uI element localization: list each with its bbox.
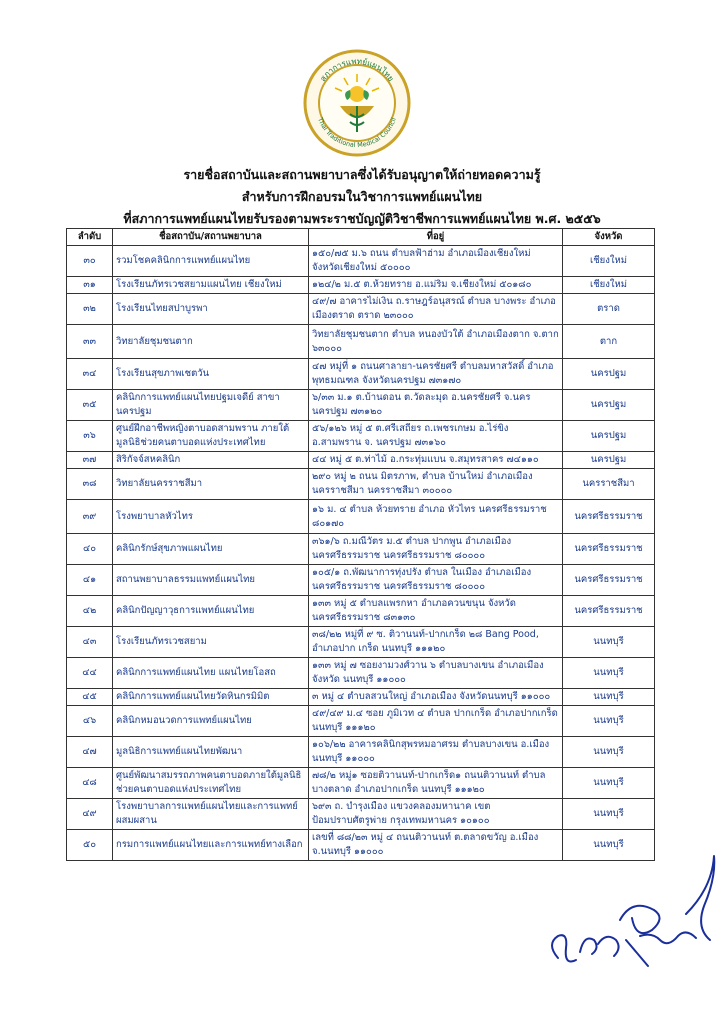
province-cell: นครปฐม: [563, 390, 655, 421]
row-number: ๓๓: [67, 325, 113, 359]
institution-address: ๑๖ ม. ๔ ตำบล ห้วยทราย อำเภอ หัวไทร นครศรีธรรมราช ๘๐๑๗๐: [309, 500, 563, 534]
institution-name: คลินิกการแพทย์แผนไทย แผนไทยโอสถ: [113, 658, 309, 689]
institution-address: ๔๙/๗ อาคารไม่เงิน ถ.ราษฎร์อนุสรณ์ ตำบล บางพระ อำเภอเมืองตราด ตราด ๒๓๐๐๐: [309, 294, 563, 325]
institution-name: โรงพยาบาลการแพทย์แผนไทยและการแพทย์ผสมผสาน: [113, 799, 309, 830]
province-cell: นนทบุรี: [563, 689, 655, 706]
province-cell: นนทบุรี: [563, 658, 655, 689]
table-row: [67, 689, 655, 706]
svg-text:Thai Traditional Medical Counc: Thai Traditional Medical Council: [316, 116, 398, 150]
province-cell: นครปฐม: [563, 359, 655, 390]
province-cell: ตาก: [563, 325, 655, 359]
province-cell: เชียงใหม่: [563, 246, 655, 277]
institution-name: คลินิกการแพทย์แผนไทยวัดหินกรมิมิต: [113, 689, 309, 706]
table-row: [67, 627, 655, 658]
institution-name: ศูนย์ฝึกอาชีพหญิงตาบอดสามพราน ภายใต้มูลนิธิช่วยคนตาบอดแห่งประเทศไทย: [113, 421, 309, 452]
institution-name: สถานพยาบาลธรรมแพทย์แผนไทย: [113, 565, 309, 596]
institution-name: คลินิกรักษ์สุขภาพแผนไทย: [113, 534, 309, 565]
header-no: ลำดับ: [67, 229, 113, 246]
table-row: [67, 359, 655, 390]
row-number: ๔๐: [67, 534, 113, 565]
province-cell: นนทบุรี: [563, 799, 655, 830]
province-cell: นนทบุรี: [563, 830, 655, 861]
institution-address: ๖/๓๓ ม.๑ ต.บ้านดอน ต.วัดละมุด อ.นครชัยศรี จ.นครนครปฐม ๗๓๑๒๐: [309, 390, 563, 421]
table-row: [67, 500, 655, 534]
table-row: [67, 768, 655, 799]
institution-name: ศูนย์พัฒนาสมรรถภาพคนตาบอดภายใต้มูลนิธิช่วยคนตาบอดแห่งประเทศไทย: [113, 768, 309, 799]
institution-name: โรงเรียนภัทรเวชสยาม: [113, 627, 309, 658]
table-row: [67, 565, 655, 596]
institution-address: ๑๐๖/๒๒ อาคารคลินิกสุพรหมอาศรม ตำบลบางเขน อ.เมือง นนทบุรี ๑๑๐๐๐: [309, 737, 563, 768]
document-title-block: [0, 164, 724, 230]
table-row: [67, 246, 655, 277]
institution-address: ๑๕๐/๗๕ ม.๖ ถนน ตำบลฟ้าฮ่าม อำเภอเมืองเชียงใหม่ จังหวัดเชียงใหม่ ๕๐๐๐๐: [309, 246, 563, 277]
row-number: ๓๖: [67, 421, 113, 452]
table-row: [67, 534, 655, 565]
row-number: ๔๔: [67, 658, 113, 689]
header-address: ที่อยู่: [309, 229, 563, 246]
institution-name: สิริกัจจ์สหคลินิก: [113, 452, 309, 469]
institution-address: ๖๙๓ ถ. บำรุงเมือง แขวงคลองมหานาค เขตป้อมปราบศัตรูพ่าย กรุงเทพมหานคร ๑๐๑๐๐: [309, 799, 563, 830]
row-number: ๓๙: [67, 500, 113, 534]
handwritten-signature-icon: [536, 848, 724, 978]
institution-address: ๓๖๑/๖ ถ.มณีวัตร ม.๕ ตำบล ปากพูน อำเภอเมืองนครศรีธรรมราช นครศรีธรรมราช ๘๐๐๐๐: [309, 534, 563, 565]
institution-address: ๑๓๓ หมู่ ๗ ซอยงามวงศ์วาน ๖ ตำบลบางเขน อำเภอเมือง จังหวัด นนทบุรี ๑๑๐๐๐: [309, 658, 563, 689]
row-number: ๓๗: [67, 452, 113, 469]
title-line-2: สำหรับการฝึกอบรมในวิชาการแพทย์แผนไทย: [241, 189, 483, 204]
institution-name: วิทยาลัยนครราชสีมา: [113, 469, 309, 500]
institution-name: โรงเรียนภัทรเวชสยามแผนไทย เชียงใหม่: [113, 277, 309, 294]
institution-name: มูลนิธิการแพทย์แผนไทยพัฒนา: [113, 737, 309, 768]
row-number: ๔๖: [67, 706, 113, 737]
row-number: ๕๐: [67, 830, 113, 861]
table-row: [67, 737, 655, 768]
row-number: ๔๘: [67, 768, 113, 799]
row-number: ๔๓: [67, 627, 113, 658]
institution-name: คลินิกการแพทย์แผนไทยปฐมเจดีย์ สาขานครปฐม: [113, 390, 309, 421]
table-row: [67, 658, 655, 689]
institution-name: โรงพยาบาลหัวไทร: [113, 500, 309, 534]
row-number: ๔๗: [67, 737, 113, 768]
province-cell: นครศรีธรรมราช: [563, 596, 655, 627]
institution-address: ๑๐๕/๑ ถ.พัฒนาการทุ่งปรัง ตำบล ในเมือง อำเภอเมืองนครศรีธรรมราช นครศรีธรรมราช ๘๐๐๐๐: [309, 565, 563, 596]
table-row: [67, 294, 655, 325]
institution-name: โรงเรียนสุขภาพเชตวัน: [113, 359, 309, 390]
row-number: ๓๕: [67, 390, 113, 421]
institution-address: ๗๘/๒ หมู่๑ ซอยติวานนท์-ปากเกร็ด๑ ถนนติวานนท์ ตำบลบางตลาด อำเภอปากเกร็ด นนทบุรี ๑๑๑๒๐: [309, 768, 563, 799]
institution-address: วิทยาลัยชุมชนตาก ตำบล หนองบัวใต้ อำเภอเมืองตาก จ.ตาก ๖๓๐๐๐: [309, 325, 563, 359]
institution-name: รวมโชคคลินิกการแพทย์แผนไทย: [113, 246, 309, 277]
institution-address: ๓ หมู่ ๔ ตำบลสวนใหญ่ อำเภอเมือง จังหวัดนนทบุรี ๑๑๐๐๐: [309, 689, 563, 706]
row-number: ๓๒: [67, 294, 113, 325]
title-line-1: รายชื่อสถาบันและสถานพยาบาลซึ่งได้รับอนุญาตให้ถ่ายทอดความรู้: [183, 167, 541, 182]
table-row: [67, 325, 655, 359]
signature: [536, 848, 724, 978]
institution-address: ๒๙๐ หมู่ ๒ ถนน มิตรภาพ, ตำบล บ้านใหม่ อำเภอเมืองนครราชสีมา นครราชสีมา ๓๐๐๐๐: [309, 469, 563, 500]
province-cell: นนทบุรี: [563, 768, 655, 799]
row-number: ๔๒: [67, 596, 113, 627]
institution-name: วิทยาลัยชุมชนตาก: [113, 325, 309, 359]
row-number: ๓๑: [67, 277, 113, 294]
row-number: ๔๕: [67, 689, 113, 706]
province-cell: นนทบุรี: [563, 706, 655, 737]
table-row: [67, 596, 655, 627]
institution-address: ๓๘/๒๒ หมู่ที่ ๙ ซ. ติวานนท์-ปากเกร็ด ๒๘ Bang Pood, อำเภอปาก เกร็ด นนทบุรี ๑๑๑๒๐: [309, 627, 563, 658]
row-number: ๓๘: [67, 469, 113, 500]
institution-address: ๑๓๓ หมู่ ๕ ตำบลแพรกหา อำเภอควนขนุน จังหวัดนครศรีธรรมราช ๘๓๑๓๐: [309, 596, 563, 627]
table-row: [67, 277, 655, 294]
table-body: [67, 246, 655, 861]
province-cell: นครปฐม: [563, 452, 655, 469]
province-cell: เชียงใหม่: [563, 277, 655, 294]
row-number: ๔๙: [67, 799, 113, 830]
province-cell: นนทบุรี: [563, 627, 655, 658]
header-name: ชื่อสถาบัน/สถานพยาบาล: [113, 229, 309, 246]
row-number: ๔๑: [67, 565, 113, 596]
province-cell: นครปฐม: [563, 421, 655, 452]
institution-address: ๔๗ หมู่ที่ ๑ ถนนศาลายา-นครชัยศรี ตำบลมหาสวัสดิ์ อำเภอพุทธมณฑล จังหวัดนครปฐม ๗๓๑๗๐: [309, 359, 563, 390]
province-cell: นนทบุรี: [563, 737, 655, 768]
table-row: [67, 469, 655, 500]
council-seal-logo: [302, 48, 412, 158]
institution-name: คลินิกหมอนวดการแพทย์แผนไทย: [113, 706, 309, 737]
table-row: [67, 799, 655, 830]
province-cell: นครศรีธรรมราช: [563, 534, 655, 565]
row-number: ๓๐: [67, 246, 113, 277]
seal-icon: [302, 48, 412, 158]
table-row: [67, 706, 655, 737]
institution-table: [66, 228, 655, 861]
institution-name: โรงเรียนไทยสปาบูรพา: [113, 294, 309, 325]
institution-name: กรมการแพทย์แผนไทยและการแพทย์ทางเลือก: [113, 830, 309, 861]
province-cell: นครศรีธรรมราช: [563, 565, 655, 596]
province-cell: ตราด: [563, 294, 655, 325]
institution-address: ๑๒๔/๒ ม.๕ ต.ห้วยทราย อ.แม่ริม จ.เชียงใหม่ ๕๐๑๘๐: [309, 277, 563, 294]
row-number: ๓๔: [67, 359, 113, 390]
svg-text:สภาการแพทย์แผนไทย: สภาการแพทย์แผนไทย: [318, 56, 396, 84]
province-cell: นครราชสีมา: [563, 469, 655, 500]
institution-address: ๕๖/๑๒๖ หมู่ ๕ ต.ศรีเสถียร ถ.เพชรเกษม อ.ไร่ขิง อ.สามพราน จ. นครปฐม ๗๓๑๖๐: [309, 421, 563, 452]
table-row: [67, 390, 655, 421]
table-header-row: [67, 229, 655, 246]
province-cell: นครศรีธรรมราช: [563, 500, 655, 534]
header-province: จังหวัด: [563, 229, 655, 246]
table-row: [67, 421, 655, 452]
institution-address: ๔๔ หมู่ ๕ ต.ท่าไม้ อ.กระทุ่มแบน จ.สมุทรสาคร ๗๔๑๑๐: [309, 452, 563, 469]
table-row: [67, 452, 655, 469]
title-line-3: ที่สภาการแพทย์แผนไทยรับรองตามพระราชบัญญัติวิชาชีพการแพทย์แผนไทย พ.ศ. ๒๕๕๖: [123, 211, 601, 226]
institution-name: คลินิกปัญญาวุธการแพทย์แผนไทย: [113, 596, 309, 627]
institution-address: ๔๙/๔๙ ม.๔ ซอย ภูมิเวท ๔ ตำบล ปากเกร็ด อำเภอปากเกร็ด นนทบุรี ๑๑๑๒๐: [309, 706, 563, 737]
institution-address: เลขที่ ๘๘/๒๓ หมู่ ๔ ถนนติวานนท์ ต.ตลาดขวัญ อ.เมือง จ.นนทบุรี ๑๑๐๐๐: [309, 830, 563, 861]
